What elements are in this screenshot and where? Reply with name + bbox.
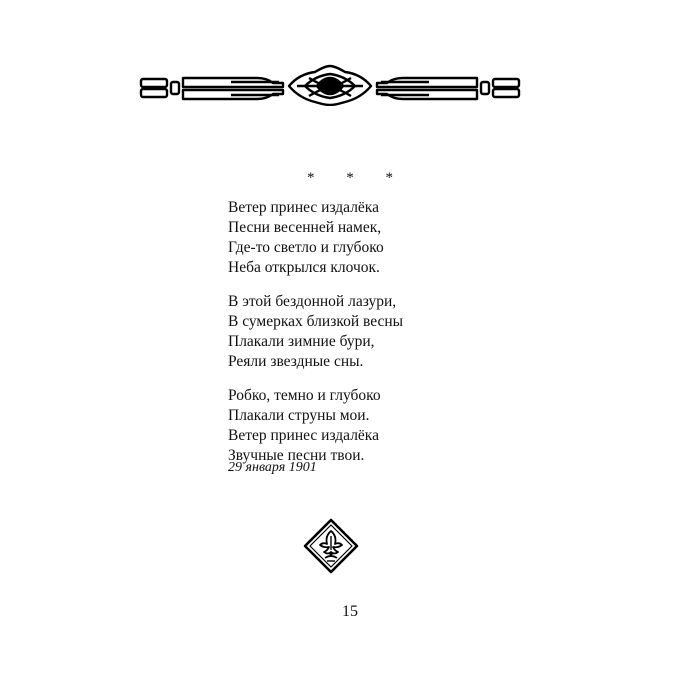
poem-line: В этой бездонной лазури, [228, 293, 397, 310]
stanza [228, 386, 488, 466]
poem [228, 198, 488, 480]
poem-line: Плакали зимние бури, [228, 333, 375, 350]
header-ornament-icon [139, 64, 521, 106]
section-asterisks: * * * [307, 170, 407, 186]
poem-line: Ветер принес издалёка [228, 427, 379, 444]
poem-line: Ветер принес издалёка [228, 199, 379, 216]
poem-line: В сумерках близкой весны [228, 313, 404, 330]
page-number: 15 [342, 603, 358, 620]
poem-line: Реяли звездные сны. [228, 353, 364, 370]
stanza [228, 292, 488, 372]
poem-line: Звучные песни твои. [228, 447, 365, 464]
poem-line: Неба открылся клочок. [228, 259, 380, 276]
stanza [228, 198, 488, 278]
diamond-ornament-icon [303, 518, 359, 574]
poem-line: Робко, темно и глубоко [228, 387, 381, 404]
poem-line: Плакали струны мои. [228, 407, 370, 424]
poem-line: Песни весенней намек, [228, 219, 382, 236]
poem-line: Где-то светло и глубоко [228, 239, 384, 256]
poem-date: 29 января 1901 [228, 460, 317, 475]
